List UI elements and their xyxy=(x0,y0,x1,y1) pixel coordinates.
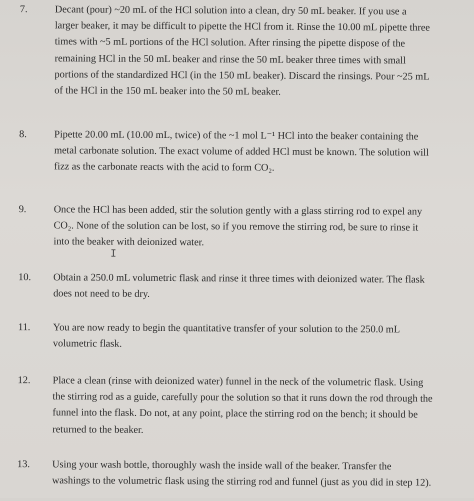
step-text xyxy=(53,320,419,355)
text-line: Place a clean (rinse with deionized water) funnel in the neck of the volumetric flask. Using xyxy=(52,375,424,389)
step-number: 7. xyxy=(19,4,28,16)
step-text xyxy=(53,202,423,253)
step-8 xyxy=(0,127,473,175)
text-line: remaining HCl in the 50 mL beaker and rinse the 50 mL beaker three times with small xyxy=(54,52,406,67)
text-line: returned to the beaker. xyxy=(52,423,144,436)
text-line: metal carbonate solution. The exact volume of added HCl must be known. The solution will xyxy=(54,145,429,159)
step-number: 12. xyxy=(17,375,31,387)
step-13 xyxy=(0,457,471,489)
text-line: CO₂. None of the solution can be lost, so if you remove the stirring rod, be sure to rinse it xyxy=(53,220,419,234)
text-line: portions of the standardized HCl (in the 150 mL beaker). Discard the rinsings. Pour ~25 mL xyxy=(54,69,430,83)
text-line: the stirring rod as a guide, carefully pour the solution so that it runs down the rod through the xyxy=(52,391,433,405)
step-number: 10. xyxy=(18,272,32,284)
text-line: into the beaker with deionized water. xyxy=(53,236,205,249)
step-number: 9. xyxy=(18,204,27,216)
step-7 xyxy=(0,2,474,98)
step-text xyxy=(53,127,429,178)
text-line: does not need to be dry. xyxy=(53,288,150,301)
step-12 xyxy=(0,373,472,436)
text-line: Using your wash bottle, thoroughly wash the inside wall of the beaker. Transfer the xyxy=(52,459,392,473)
text-line: Decant (pour) ~20 mL of the HCl solution into a clean, dry 50 mL beaker. If you use a xyxy=(54,4,407,18)
step-text xyxy=(54,2,430,101)
step-number: 8. xyxy=(19,129,27,141)
text-line: fizz as the carbonate reacts with the acid to form CO₂. xyxy=(53,161,275,175)
text-line: of the HCl in the 150 mL beaker into the 50 mL beaker. xyxy=(54,85,281,98)
step-text xyxy=(52,457,432,492)
step-9 xyxy=(0,202,473,249)
text-line: Obtain a 250.0 mL volumetric flask and rinse it three times with deionized water. The flask xyxy=(53,272,425,286)
text-line: Pipette 20.00 mL (10.00 mL, twice) of the ~1 mol L⁻¹ HCl into the beaker containing the xyxy=(54,129,419,143)
step-text xyxy=(52,373,433,440)
text-line: washings to the volumetric flask using the stirring rod and funnel (just as you did in step 12). xyxy=(52,475,432,489)
step-number: 13. xyxy=(17,459,30,471)
text-cursor-icon: I xyxy=(110,248,117,260)
step-11 xyxy=(0,320,472,350)
text-line: Once the HCl has been added, stir the solution gently with a glass stirring rod to expel any xyxy=(53,204,423,218)
text-line: larger beaker, it may be difficult to pipette the HCl from it. Rinse the 10.00 mL pipette three xyxy=(54,20,430,34)
text-line: volumetric flask. xyxy=(52,338,122,350)
step-text xyxy=(53,270,425,305)
text-line: You are now ready to begin the quantitative transfer of your solution to the 250.0 mL xyxy=(52,322,400,336)
text-line: funnel into the flask. Do not, at any point, place the stirring rod on the bench; it should be xyxy=(52,407,418,421)
step-number: 11. xyxy=(17,322,31,334)
step-10 xyxy=(0,270,472,301)
text-line: times with ~5 mL portions of the HCl solution. After rinsing the pipette dispose of the xyxy=(54,36,406,50)
